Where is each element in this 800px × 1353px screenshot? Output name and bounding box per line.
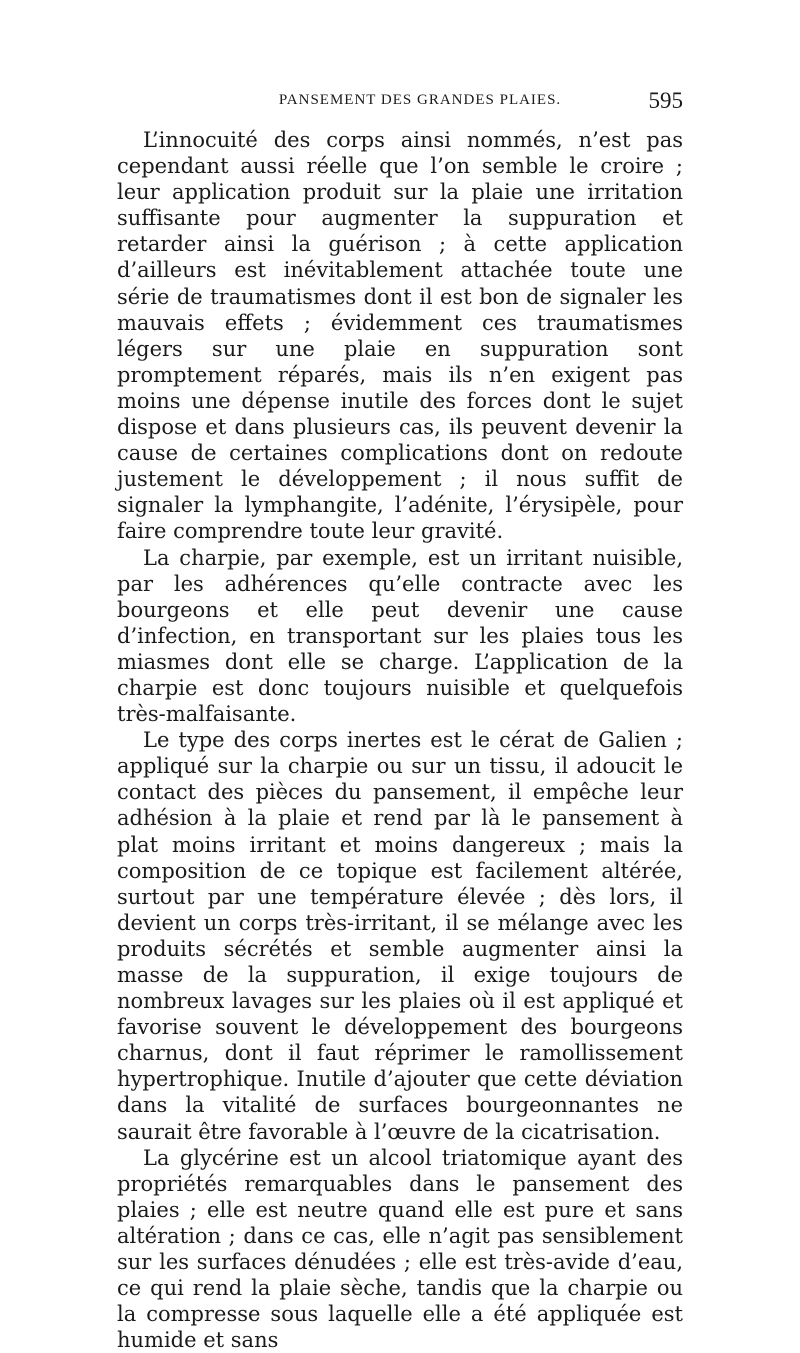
running-head	[117, 88, 683, 122]
paragraph-charpie: La charpie, par exemple, est un irritant nuisible, par les adhérences qu’elle contracte avec les bourgeons et elle peut devenir une cause d’infection, en transportant sur les plaies tous les miasmes dont elle se charge. L’application de la charpie est donc toujours nuisible et quelquefois très-malfaisante.	[117, 545, 683, 727]
body-text	[117, 127, 683, 1353]
paragraph-innocuite: L’innocuité des corps ainsi nommés, n’est pas cependant aussi réelle que l’on semble le croire ; leur application produit sur la plaie une irritation suffisante pour augmenter la suppuration et retarder ainsi la guérison ; à cette application d’ailleurs est inévitablement attachée toute une série de traumatismes dont il est bon de signaler les mauvais effets ; évidemment ces traumatismes légers sur une plaie en suppuration sont promptement réparés, mais ils n’en exigent pas moins une dépense inutile des forces dont le sujet dispose et dans plusieurs cas, ils peuvent devenir la cause de certaines complications dont on redoute justement le développement ; il nous suffit de signaler la lymphangite, l’adénite, l’érysipèle, pour faire comprendre toute leur gravité.	[117, 128, 683, 544]
running-title: PANSEMENT DES GRANDES PLAIES.	[278, 92, 562, 108]
paragraph-cerat: Le type des corps inertes est le cérat de Galien ; appliqué sur la charpie ou sur un tissu, il adoucit le contact des pièces du pansement, il empêche leur adhésion à la plaie et rend par là le pansement à plat moins irritant et moins dangereux ; mais la composition de ce topique est facilement altérée, surtout par une température élevée ; dès lors, il devient un corps très-irritant, il se mélange avec les produits sécrétés et semble augmenter ainsi la masse de la suppuration, il exige toujours de nombreux lavages sur les plaies où il est appliqué et favorise souvent le développement des bourgeons charnus, dont il faut réprimer le ramollissement hypertrophique. Inutile d’ajouter que cette déviation dans la vitalité de surfaces bourgeonnantes ne saurait être favorable à l’œuvre de la cicatrisation.	[117, 728, 683, 1144]
paragraph-glycerine: La glycérine est un alcool triatomique ayant des propriétés remarquables dans le pansement des plaies ; elle est neutre quand elle est pure et sans altération ; dans ce cas, elle n’agit pas sensiblement sur les surfaces dénudées ; elle est très-avide d’eau, ce qui rend la plaie sèche, tandis que la charpie ou la compresse sous laquelle elle a été appliquée est humide et sans	[117, 1145, 683, 1353]
page-number: 595	[648, 88, 683, 113]
